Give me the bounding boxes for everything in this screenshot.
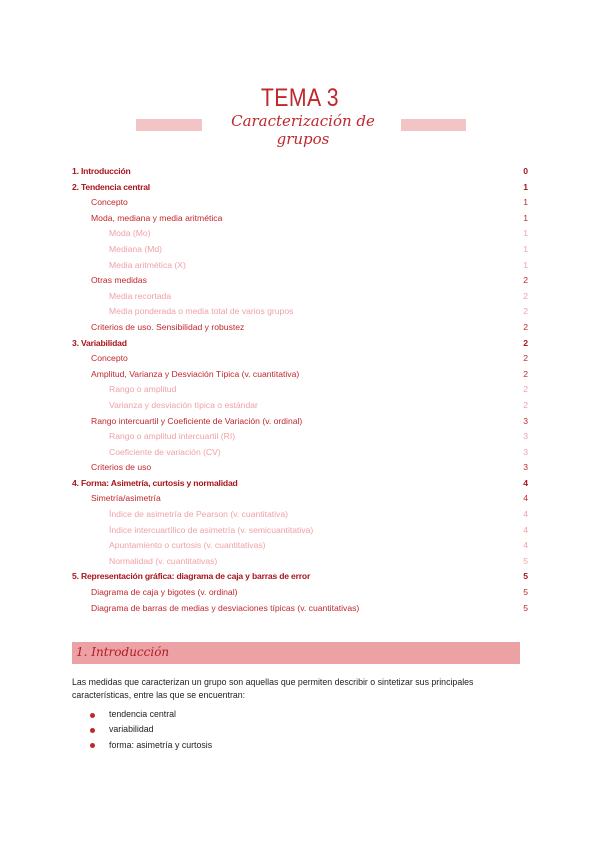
toc-entry-page: 2 — [523, 337, 528, 348]
toc-entry-page: 1 — [523, 243, 528, 254]
document-title: TEMA 3 — [260, 84, 340, 112]
toc-entry-label: Media recortada — [109, 290, 172, 301]
list-item-text: variabilidad — [109, 724, 154, 735]
toc-entry-label: Moda (Mo) — [109, 228, 151, 239]
section-heading-bar — [72, 642, 520, 664]
toc-entry-page: 5 — [523, 571, 528, 582]
bullet-list — [88, 707, 212, 753]
toc-entry[interactable] — [72, 195, 528, 211]
toc-entry-page: 5 — [523, 587, 528, 598]
list-item-text: tendencia central — [109, 709, 176, 719]
toc-entry-label: Concepto — [91, 353, 128, 364]
toc-entry[interactable] — [72, 211, 528, 227]
toc-entry-label: Varianza y desviación típica o estándar — [109, 399, 258, 410]
toc-entry[interactable] — [72, 273, 528, 289]
toc-entry-page: 1 — [523, 197, 528, 208]
toc-entry-page: 3 — [523, 446, 528, 457]
document-header — [0, 84, 600, 113]
toc-entry-page: 3 — [523, 462, 528, 473]
toc-entry[interactable] — [72, 414, 528, 430]
toc-entry-page: 4 — [523, 540, 528, 551]
toc-entry-label: Diagrama de barras de medias y desviaciones típicas (v. cuantitativas) — [91, 602, 360, 613]
toc-entry[interactable] — [72, 569, 528, 585]
toc-entry-page: 2 — [523, 321, 528, 332]
toc-entry[interactable] — [72, 538, 528, 554]
toc-entry-label: Coeficiente de variación (CV) — [109, 446, 221, 457]
toc-entry-page: 2 — [523, 368, 528, 379]
toc-entry[interactable] — [72, 554, 528, 570]
toc-entry-label: Índice de asimetría de Pearson (v. cuantitativa) — [109, 509, 288, 520]
toc-entry-label: Simetría/asimetría — [91, 493, 161, 504]
toc-entry-page: 4 — [523, 509, 528, 520]
toc-entry[interactable] — [72, 398, 528, 414]
toc-entry-page: 3 — [523, 415, 528, 426]
toc-entry-label: 2. Tendencia central — [72, 181, 150, 192]
toc-entry[interactable] — [72, 476, 528, 492]
toc-entry-label: Criterios de uso. Sensibilidad y robustez — [91, 321, 245, 332]
toc-entry-page: 4 — [523, 524, 528, 535]
document-subtitle: Caracterización de grupos — [231, 112, 375, 148]
toc-entry[interactable] — [72, 523, 528, 539]
subtitle-decoration-right — [401, 119, 466, 131]
toc-entry-label: 4. Forma: Asimetría, curtosis y normalidad — [72, 477, 238, 488]
toc-entry[interactable] — [72, 180, 528, 196]
list-item-text: forma: asimetría y curtosis — [109, 739, 213, 750]
toc-entry-label: Índice intercuartílico de asimetría (v. semicuantitativa) — [109, 524, 314, 535]
toc-entry-label: Media aritmética (X) — [109, 259, 186, 270]
toc-entry-page: 2 — [523, 384, 528, 395]
toc-entry[interactable] — [72, 382, 528, 398]
toc-entry-page: 5 — [523, 555, 528, 566]
toc-entry[interactable] — [72, 601, 528, 617]
bullet-dot-icon — [90, 713, 95, 718]
toc-entry[interactable] — [72, 304, 528, 320]
toc-entry-label: 5. Representación gráfica: diagrama de caja y barras de error — [72, 571, 311, 582]
toc-entry-page: 2 — [523, 290, 528, 301]
toc-entry-label: Criterios de uso — [91, 462, 152, 473]
toc-entry[interactable] — [72, 429, 528, 445]
toc-entry[interactable] — [72, 226, 528, 242]
list-item — [88, 722, 212, 737]
toc-entry-label: Mediana (Md) — [109, 243, 163, 254]
toc-entry-label: Media ponderada o media total de varios grupos — [109, 306, 294, 317]
toc-entry-page: 2 — [523, 306, 528, 317]
toc-entry[interactable] — [72, 164, 528, 180]
intro-paragraph: Las medidas que caracterizan un grupo son aquellas que permiten describir o sintetizar sus principales características, entre las que se encuentran: — [72, 677, 474, 700]
toc-entry-page: 1 — [523, 212, 528, 223]
toc-entry-label: Rango o amplitud — [109, 384, 177, 395]
toc-entry[interactable] — [72, 258, 528, 274]
toc-entry-page: 2 — [523, 275, 528, 286]
subtitle-row — [136, 112, 466, 148]
toc-entry[interactable] — [72, 507, 528, 523]
toc-entry-label: Amplitud, Varianza y Desviación Típica (v. cuantitativa) — [91, 368, 300, 379]
list-item — [88, 738, 212, 753]
bullet-dot-icon — [90, 728, 95, 733]
subtitle-decoration-left — [136, 119, 202, 131]
list-item — [88, 707, 212, 722]
toc-entry-page: 1 — [523, 259, 528, 270]
toc-entry[interactable] — [72, 242, 528, 258]
toc-entry[interactable] — [72, 445, 528, 461]
toc-entry-page: 4 — [523, 493, 528, 504]
table-of-contents — [72, 164, 528, 616]
toc-entry[interactable] — [72, 336, 528, 352]
toc-entry-label: Rango intercuartil y Coeficiente de Variación (v. ordinal) — [91, 415, 303, 426]
toc-entry-label: Moda, mediana y media aritmética — [91, 212, 223, 223]
toc-entry[interactable] — [72, 460, 528, 476]
toc-entry-page: 0 — [523, 166, 528, 176]
bullet-dot-icon — [90, 743, 95, 748]
toc-entry[interactable] — [72, 367, 528, 383]
toc-entry-label: 1. Introducción — [72, 166, 131, 176]
toc-entry-label: Otras medidas — [91, 275, 147, 286]
toc-entry-page: 2 — [523, 353, 528, 364]
toc-entry[interactable] — [72, 491, 528, 507]
toc-entry-page: 3 — [523, 431, 528, 442]
toc-entry-label: Normalidad (v. cuantitativas) — [109, 555, 218, 566]
toc-entry[interactable] — [72, 289, 528, 305]
toc-entry-label: Rango o amplitud intercuartil (RI) — [109, 431, 236, 442]
toc-entry-page: 1 — [523, 228, 528, 239]
toc-entry-page: 5 — [523, 602, 528, 613]
toc-entry[interactable] — [72, 320, 528, 336]
toc-entry[interactable] — [72, 585, 528, 601]
toc-entry-label: Apuntamiento o curtosis (v. cuantitativas) — [109, 540, 266, 551]
toc-entry-label: 3. Variabilidad — [72, 337, 127, 348]
section-heading: 1. Introducción — [76, 645, 170, 659]
toc-entry-page: 2 — [523, 399, 528, 410]
toc-entry-label: Diagrama de caja y bigotes (v. ordinal) — [91, 587, 238, 598]
toc-entry[interactable] — [72, 351, 528, 367]
toc-entry-page: 1 — [523, 181, 528, 192]
toc-entry-label: Concepto — [91, 197, 128, 208]
toc-entry-page: 4 — [523, 477, 528, 488]
